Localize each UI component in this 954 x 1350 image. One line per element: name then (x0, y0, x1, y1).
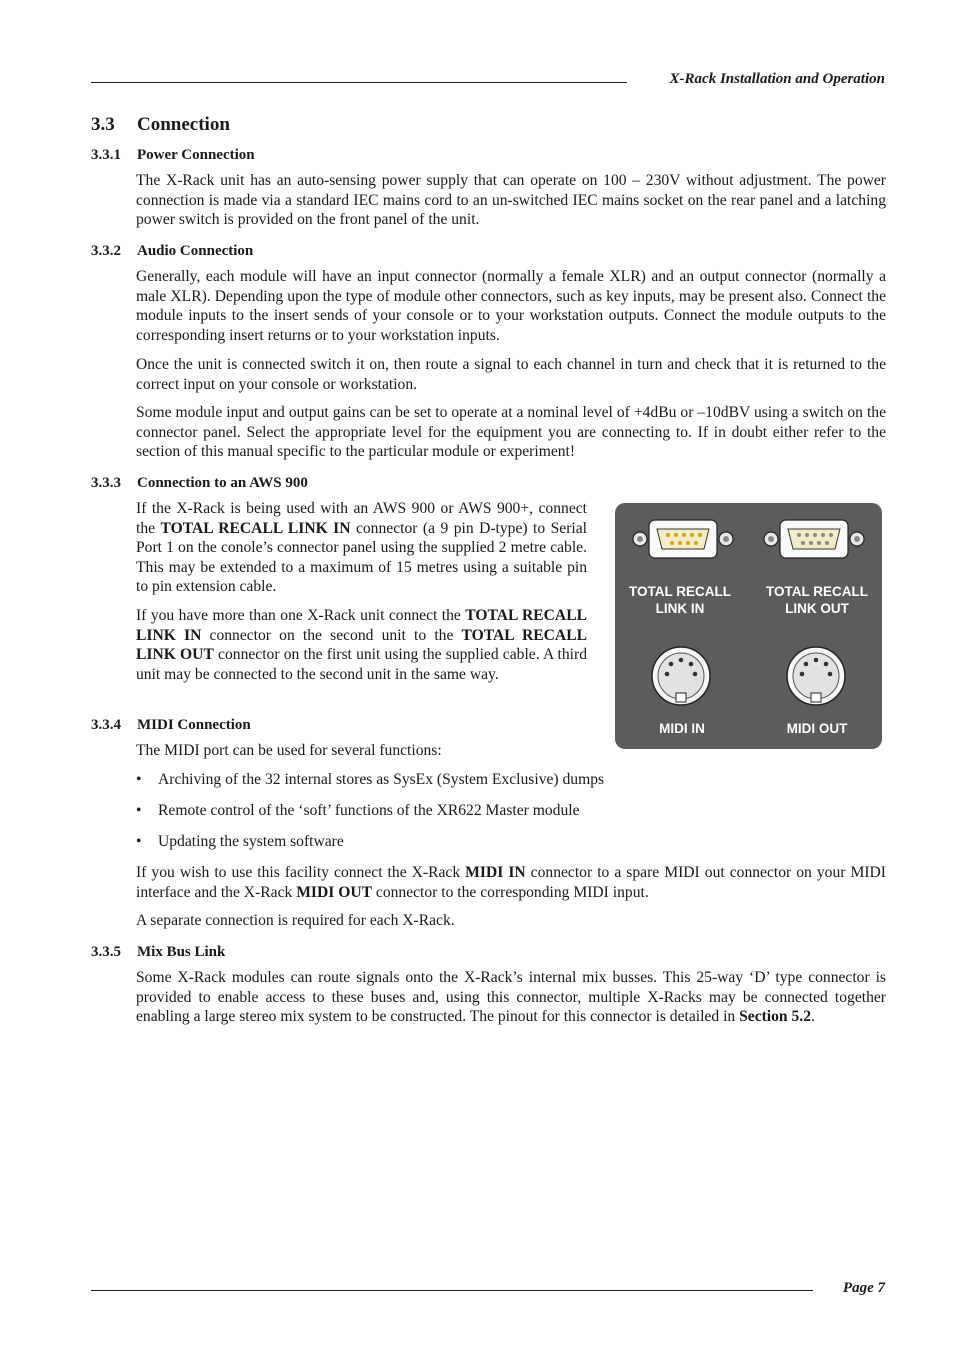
label-midi-out: MIDI OUT (786, 721, 848, 736)
total-recall-link-in-connector (633, 520, 733, 558)
paragraph: If you wish to use this facility connect the X-Rack MIDI IN connector to a spare MIDI out connector on your MIDI interface and the X-Rack MIDI OUT connector to the corresponding MIDI input. (136, 864, 886, 901)
list-item: • Updating the system software (136, 833, 344, 850)
connector-panel-graphic (615, 503, 882, 749)
paragraph: Some X-Rack modules can route signals onto the X-Rack’s internal mix busses. This 25-way ‘D’ type connector is provided to enable access to these buses and, using this connector, multiple X-Racks may be connected together enabling a large stereo mix system to be constructed. The pinout for this connector is detailed in Section 5.2. (136, 969, 886, 1026)
paragraph: If the X-Rack is being used with an AWS 900 or AWS 900+, connect the TOTAL RECALL LINK IN connector (a 9 pin D-type) to Serial Port 1 on the conole’s connector panel using the supplied 2 metre cable. This may be extended to a maximum of 15 metres using a suitable pin to pin extension cable. (136, 500, 587, 596)
label-total-recall-link-out: TOTAL RECALL LINK OUT (766, 584, 868, 616)
subsection-heading-mixbus (91, 944, 225, 961)
subsection-title: MIDI Connection (137, 717, 251, 733)
subsection-title: Connection to an AWS 900 (137, 475, 308, 491)
header-rule (91, 82, 627, 83)
subsection-heading-power (91, 147, 255, 164)
section-heading (91, 114, 230, 136)
list-item: • Remote control of the ‘soft’ functions of the XR622 Master module (136, 802, 580, 819)
footer-rule (91, 1290, 813, 1291)
label-midi-in: MIDI IN (659, 721, 705, 736)
paragraph: A separate connection is required for each X-Rack. (136, 912, 455, 929)
midi-in-connector (652, 647, 710, 705)
paragraph: Generally, each module will have an input connector (normally a female XLR) and an output connector (normally a male XLR). Depending upon the type of module other connectors, such as key inputs, may be present also. Connect the module inputs to the insert sends of your console or to your workstation outputs. Connect the module outputs to the corresponding insert returns or to your workstation inputs. (136, 268, 886, 344)
subsection-heading-audio (91, 243, 253, 260)
section-number: 3.3 (91, 114, 115, 135)
page-number: Page 7 (842, 1280, 885, 1296)
subsection-number: 3.3.5 (91, 944, 121, 960)
subsection-heading-aws (91, 475, 308, 492)
subsection-number: 3.3.3 (91, 475, 121, 491)
subsection-number: 3.3.1 (91, 147, 121, 163)
label-total-recall-link-in: TOTAL RECALL LINK IN (629, 584, 731, 616)
list-item: • Archiving of the 32 internal stores as SysEx (System Exclusive) dumps (136, 771, 605, 788)
paragraph: If you have more than one X-Rack unit connect the TOTAL RECALL LINK IN connector on the second unit to the TOTAL RECALL LINK OUT connector on the first unit using the supplied cable. A third unit may be connected to the second unit in the same way. (136, 607, 587, 683)
subsection-number: 3.3.4 (91, 717, 121, 733)
subsection-heading-midi (91, 717, 251, 734)
section-title: Connection (137, 114, 230, 135)
subsection-title: Power Connection (137, 147, 255, 163)
subsection-title: Mix Bus Link (137, 944, 226, 960)
total-recall-link-out-connector (764, 520, 864, 558)
paragraph: The MIDI port can be used for several functions: (136, 742, 442, 759)
running-title: X-Rack Installation and Operation (669, 71, 885, 87)
paragraph: Some module input and output gains can be set to operate at a nominal level of +4dBu or –10dBV using a switch on the connector panel. Select the appropriate level for the equipment you are connecting to. If in doubt either refer to the section of this manual specific to the particular module or experiment! (136, 404, 886, 461)
midi-out-connector (787, 647, 845, 705)
paragraph: The X-Rack unit has an auto-sensing power supply that can operate on 100 – 230V without adjustment. The power connection is made via a standard IEC mains cord to an un-switched IEC mains socket on the rear panel and a latching power switch is provided on the front panel of the unit. (136, 172, 886, 229)
subsection-title: Audio Connection (137, 243, 254, 259)
subsection-number: 3.3.2 (91, 243, 121, 259)
paragraph: Once the unit is connected switch it on, then route a signal to each channel in turn and check that it is returned to the correct input on your console or workstation. (136, 356, 886, 393)
connector-panel (615, 503, 882, 749)
